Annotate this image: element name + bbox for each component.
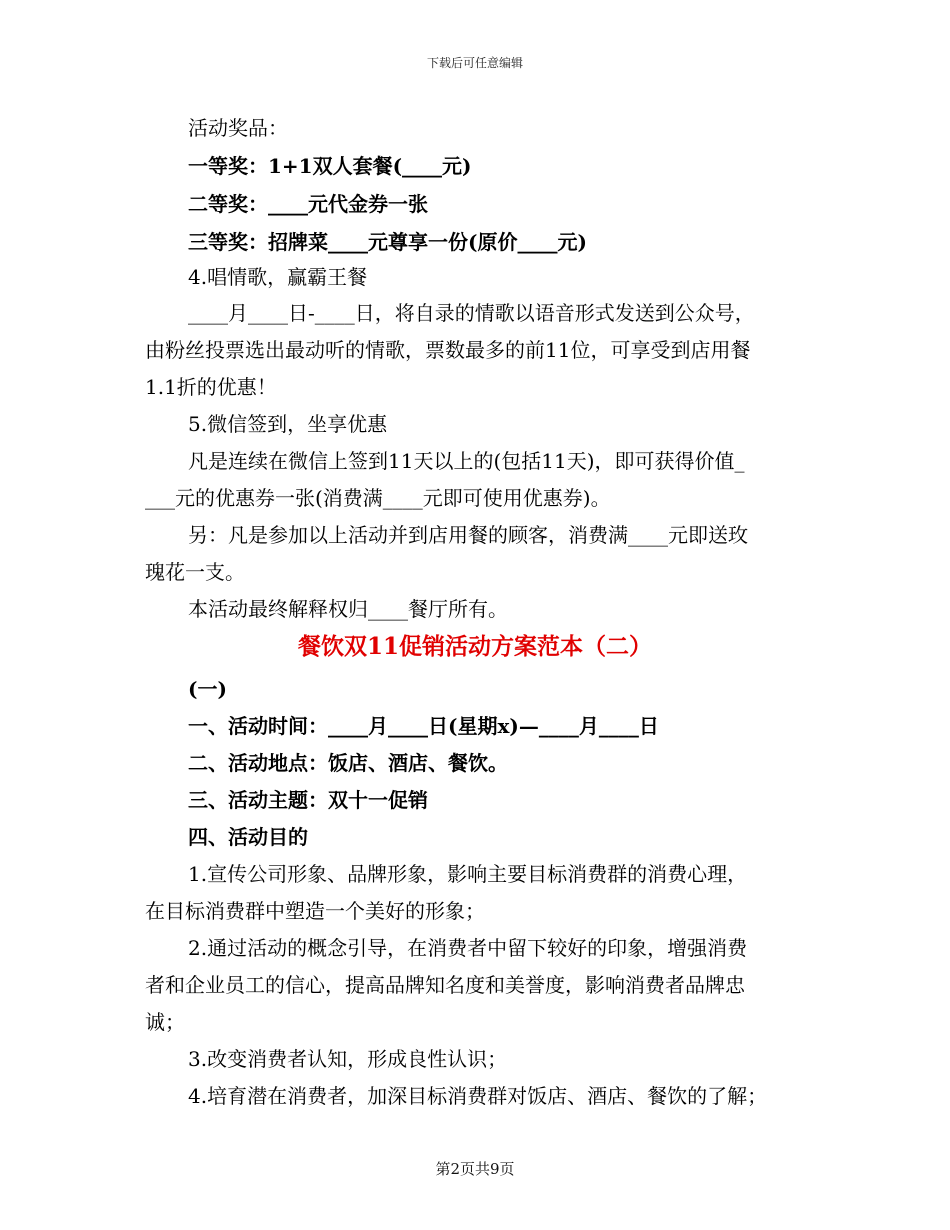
second-prize: 二等奖：____元代金券一张 bbox=[188, 192, 428, 216]
page-footer: 第2页共9页 bbox=[435, 1160, 515, 1178]
paragraph-line: 4.培育潜在消费者，加深目标消费群对饭店、酒店、餐饮的了解； bbox=[188, 1084, 768, 1108]
paragraph-line: 者和企业员工的信心，提高品牌知名度和美誉度，影响消费者品牌忠 bbox=[145, 973, 745, 997]
section-title: 餐饮双11促销活动方案范本（二） bbox=[297, 633, 652, 660]
paragraph-line: ___元的优惠券一张(消费满____元即可使用优惠券)。 bbox=[145, 486, 611, 510]
prize-heading: 活动奖品： bbox=[188, 116, 288, 140]
paragraph-line: 由粉丝投票选出最动听的情歌，票数最多的前11位，可享受到店用餐 bbox=[145, 338, 751, 362]
subsection-marker: (一) bbox=[188, 677, 227, 701]
paragraph-line: 凡是连续在微信上签到11天以上的(包括11天)，即可获得价值_ bbox=[188, 449, 745, 473]
paragraph-line: 在目标消费群中塑造一个美好的形象； bbox=[145, 899, 485, 923]
paragraph-line: 另：凡是参加以上活动并到店用餐的顾客，消费满____元即送玫 bbox=[188, 523, 748, 547]
page-header: 下载后可任意编辑 bbox=[426, 56, 523, 70]
paragraph-line: 1.1折的优惠！ bbox=[145, 375, 277, 399]
section-4-heading: 4.唱情歌，赢霸王餐 bbox=[188, 265, 368, 289]
paragraph-line: ____月____日-____日，将自录的情歌以语音形式发送到公众号， bbox=[188, 301, 755, 325]
paragraph-line: 诚； bbox=[145, 1010, 185, 1034]
activity-time: 一、活动时间：____月____日(星期x)—____月____日 bbox=[188, 714, 659, 738]
activity-theme: 三、活动主题：双十一促销 bbox=[188, 788, 428, 812]
activity-location: 二、活动地点：饭店、酒店、餐饮。 bbox=[188, 751, 508, 775]
paragraph-line: 2.通过活动的概念引导，在消费者中留下较好的印象，增强消费 bbox=[188, 936, 748, 960]
activity-purpose-heading: 四、活动目的 bbox=[188, 825, 308, 849]
third-prize: 三等奖：招牌菜____元尊享一份(原价____元) bbox=[188, 230, 587, 254]
section-5-heading: 5.微信签到，坐享优惠 bbox=[188, 412, 388, 436]
paragraph-line: 本活动最终解释权归____餐厅所有。 bbox=[188, 597, 508, 621]
paragraph-line: 瑰花一支。 bbox=[145, 560, 245, 584]
first-prize: 一等奖：1+1双人套餐(____元) bbox=[188, 154, 472, 178]
paragraph-line: 1.宣传公司形象、品牌形象，影响主要目标消费群的消费心理， bbox=[188, 862, 748, 886]
paragraph-line: 3.改变消费者认知，形成良性认识； bbox=[188, 1047, 508, 1071]
